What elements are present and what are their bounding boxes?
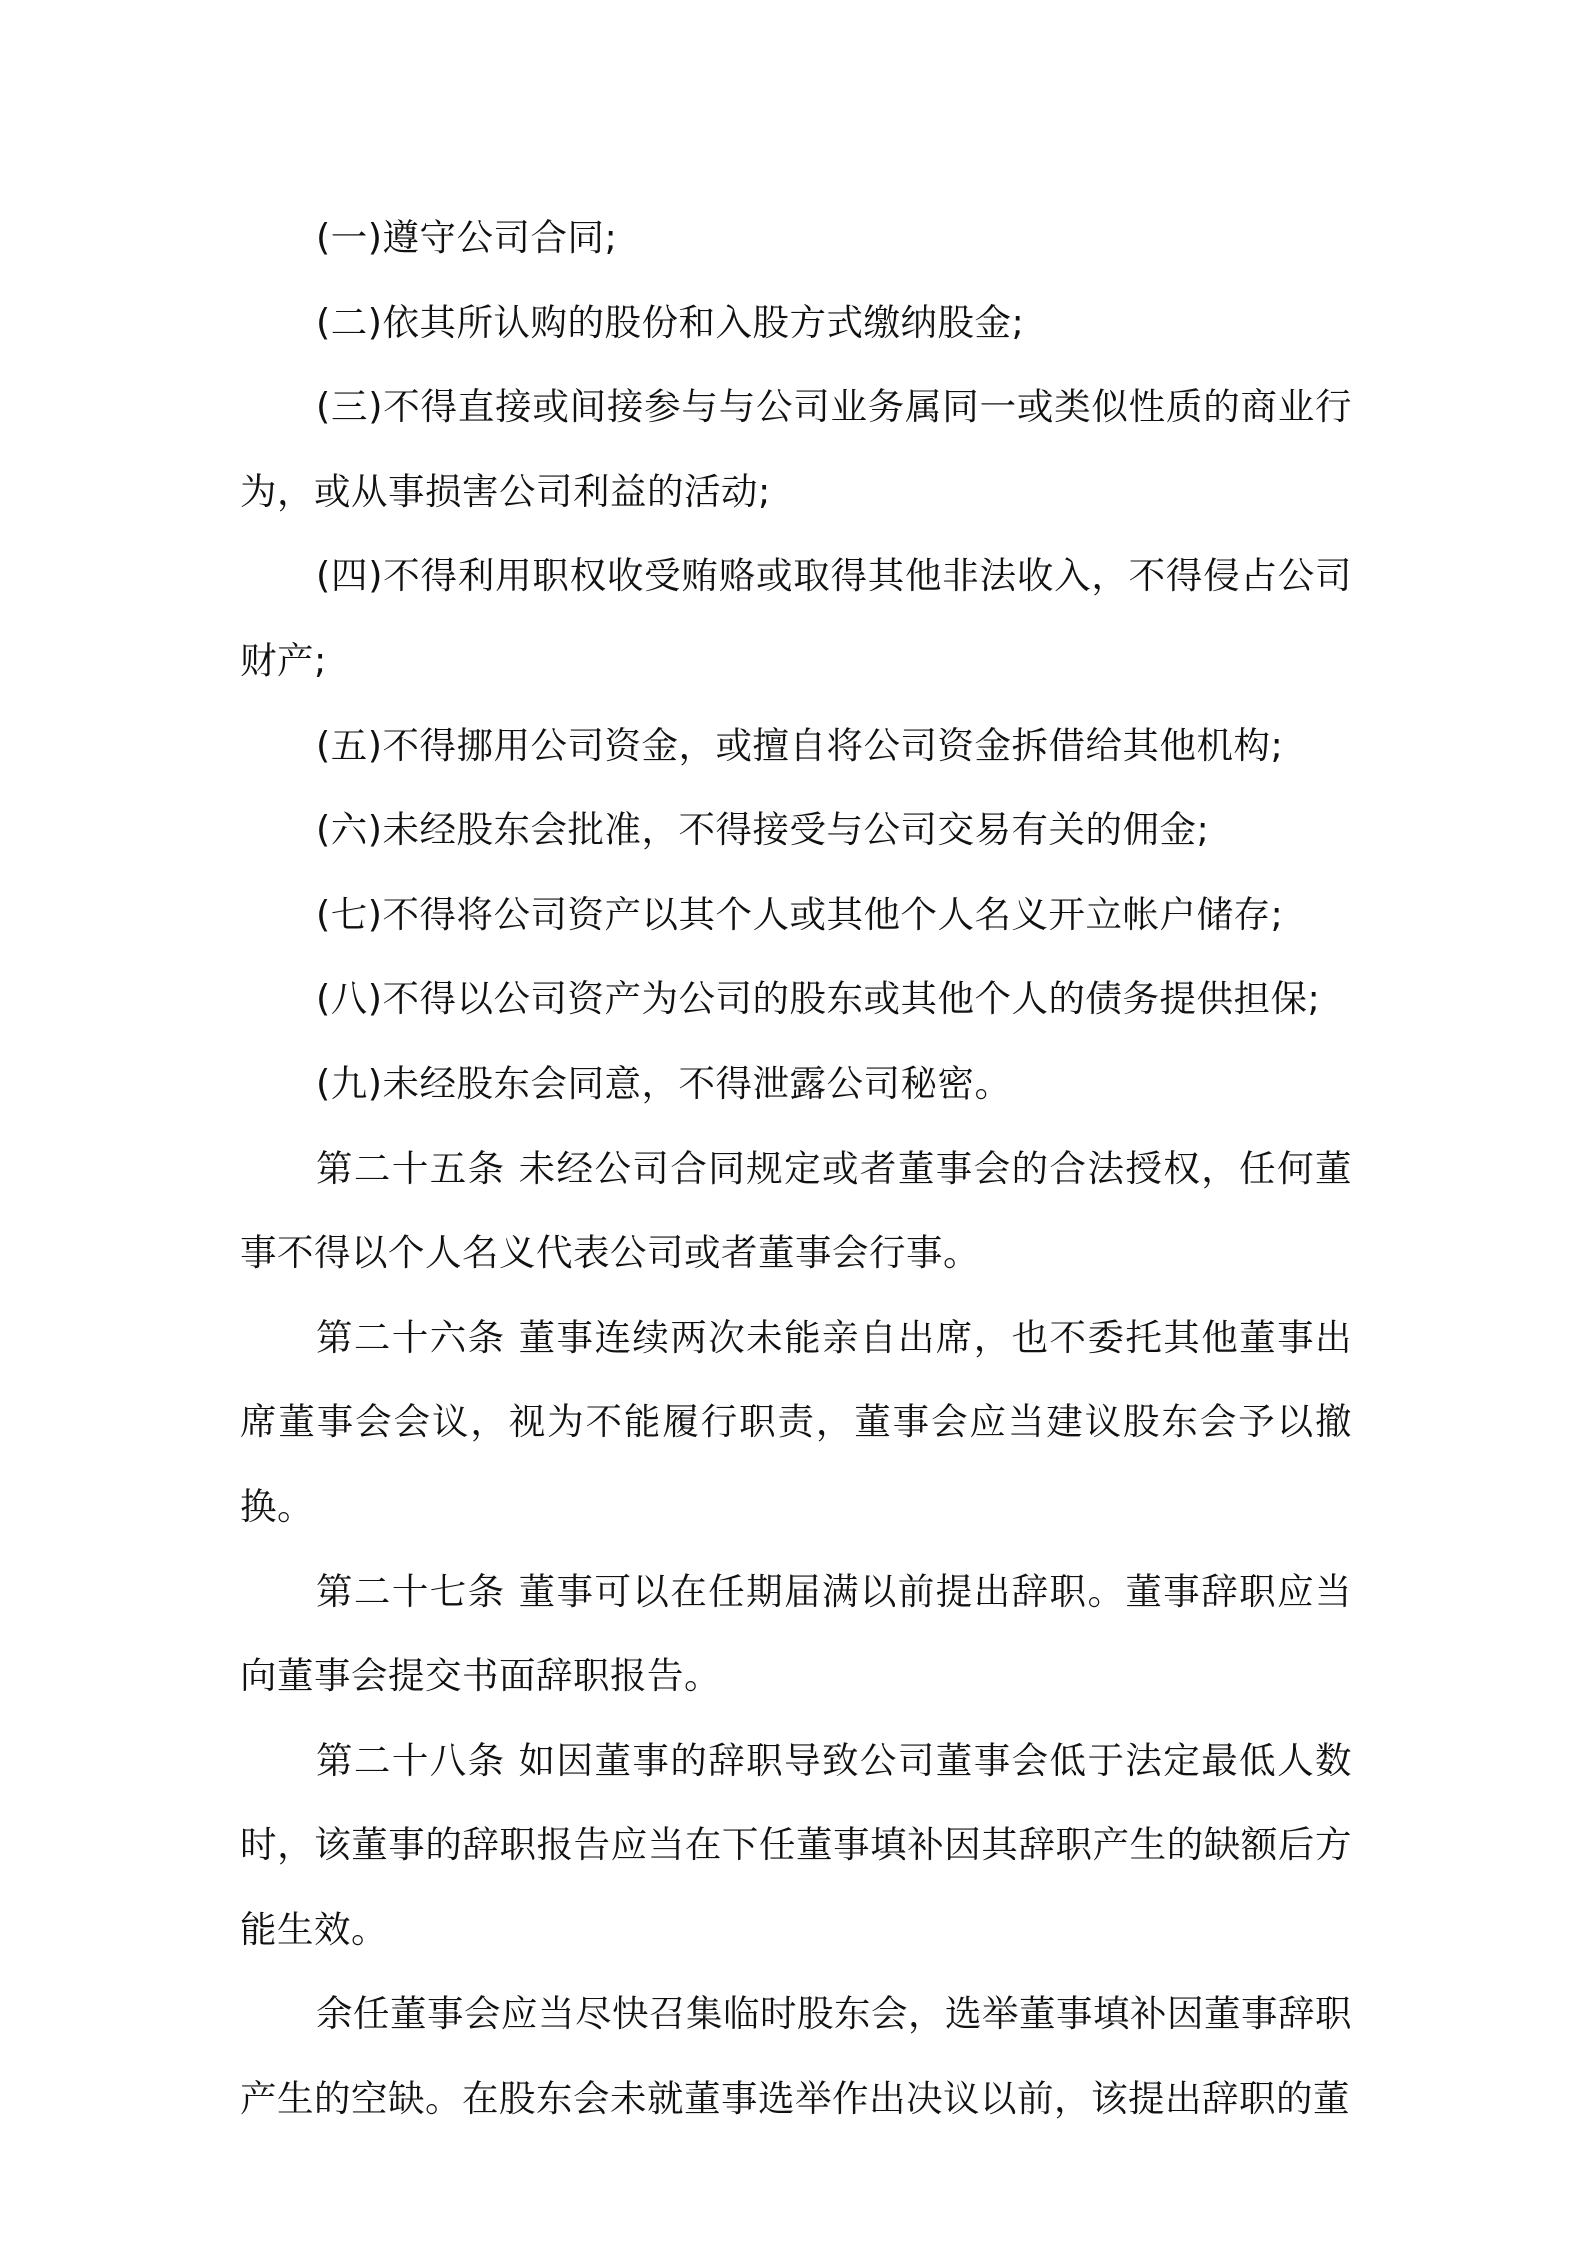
- document-body: [240, 196, 1352, 2142]
- clause-item-3: (三)不得直接或间接参与与公司业务属同一或类似性质的商业行为，或从事损害公司利益的活动;: [240, 385, 1352, 513]
- article-26: 第二十六条 董事连续两次未能亲自出席，也不委托其他董事出席董事会会议，视为不能履行职责，董事会应当建议股东会予以撤换。: [240, 1315, 1352, 1528]
- clause-item-6: (六)未经股东会批准，不得接受与公司交易有关的佣金;: [316, 808, 1210, 852]
- clause-item-5: (五)不得挪用公司资金，或擅自将公司资金拆借给其他机构;: [316, 723, 1284, 767]
- article-28: 第二十八条 如因董事的辞职导致公司董事会低于法定最低人数时，该董事的辞职报告应当在下任董事填补因其辞职产生的缺额后方能生效。: [240, 1738, 1352, 1951]
- clause-item-8: (八)不得以公司资产为公司的股东或其他个人的债务提供担保;: [316, 977, 1321, 1021]
- article-27: 第二十七条 董事可以在任期届满以前提出辞职。董事辞职应当向董事会提交书面辞职报告。: [240, 1569, 1352, 1698]
- clause-item-7: (七)不得将公司资产以其个人或其他个人名义开立帐户储存;: [316, 892, 1284, 936]
- clause-item-4: (四)不得利用职权收受贿赂或取得其他非法收入，不得侵占公司财产;: [240, 554, 1352, 682]
- article-28-continuation: 余任董事会应当尽快召集临时股东会，选举董事填补因董事辞职产生的空缺。在股东会未就董事选举作出决议以前，该提出辞职的董: [240, 1992, 1352, 2121]
- clause-item-1: (一)遵守公司合同;: [316, 216, 618, 259]
- clause-item-2: (二)依其所认购的股份和入股方式缴纳股金;: [316, 300, 1025, 344]
- clause-item-9: (九)未经股东会同意，不得泄露公司秘密。: [316, 1061, 1012, 1105]
- article-25: 第二十五条 未经公司合同规定或者董事会的合法授权，任何董事不得以个人名义代表公司或者董事会行事。: [240, 1146, 1352, 1275]
